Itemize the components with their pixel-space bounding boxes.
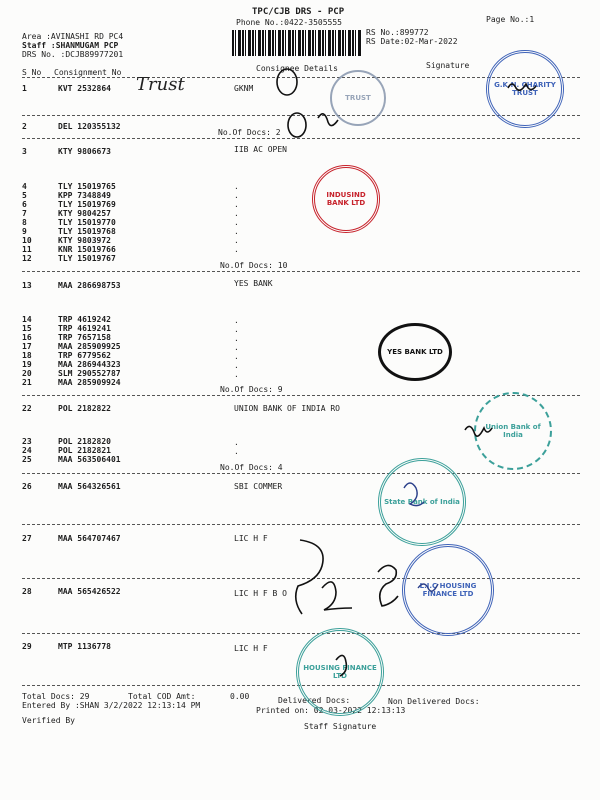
indusind-bank-stamp: INDUSIND BANK LTD [312, 165, 380, 233]
row-detail: SBI COMMER [234, 482, 283, 491]
row-consignment: KVT 2532864 [58, 84, 111, 93]
row-detail: . [234, 227, 239, 236]
row-sno: 5 [22, 191, 27, 200]
row-detail: . [234, 361, 239, 370]
rs-date: RS Date:02-Mar-2022 [366, 37, 458, 46]
row-consignment: POL 2182821 [58, 446, 111, 455]
row-consignment: MAA 564326561 [58, 482, 121, 491]
row-consignment: TRP 7657158 [58, 333, 111, 342]
row-sno: 18 [22, 351, 32, 360]
row-sno: 6 [22, 200, 27, 209]
row-sno: 27 [22, 534, 32, 543]
col-consignee: Consignee Details [256, 64, 338, 73]
row-consignment: TLY 15019765 [58, 182, 116, 191]
row-consignment: TRP 6779562 [58, 351, 111, 360]
row-sno: 3 [22, 147, 27, 156]
row-consignment: DEL 120355132 [58, 122, 121, 131]
row-detail: GKNM [234, 84, 254, 93]
sbi-stamp: State Bank of India [378, 458, 466, 546]
row-detail: . [234, 209, 239, 218]
row-consignment: MAA 564707467 [58, 534, 121, 543]
row-consignment: MTP 1136778 [58, 642, 111, 651]
col-consignment: Consignment No [54, 68, 122, 77]
row-consignment: POL 2182820 [58, 437, 111, 446]
lic-housing-stamp: L.I.C HOUSING FINANCE LTD [402, 544, 494, 636]
row-consignment: MAA 285909925 [58, 342, 121, 351]
row-detail: . [234, 370, 239, 379]
row-sno: 16 [22, 333, 32, 342]
row-detail: . [234, 325, 239, 334]
row-detail: . [234, 438, 239, 447]
row-sno: 11 [22, 245, 32, 254]
staff-label: Staff :SHANMUGAM PCP [22, 41, 119, 50]
handwritten-trust: Trust [136, 74, 185, 95]
row-consignment: TLY 15019768 [58, 227, 116, 236]
col-signature: Signature [426, 61, 470, 70]
lic-housing-stamp-2: HOUSING FINANCE LTD [296, 628, 384, 716]
total-cod-label: Total COD Amt: [128, 692, 196, 701]
row-sno: 28 [22, 587, 32, 596]
staff-signature: Staff Signature [304, 722, 377, 731]
row-sno: 23 [22, 437, 32, 446]
row-sno: 25 [22, 455, 32, 464]
row-consignment: KTY 9804257 [58, 209, 111, 218]
gkn-trust-stamp: G.K.N. CHARITY TRUST [486, 50, 564, 128]
row-consignment: TRP 4619242 [58, 315, 111, 324]
row-detail: IIB AC OPEN [234, 145, 287, 154]
area-label: Area :AVINASHI RD PC4 [22, 32, 124, 41]
row-consignment: MAA 563506401 [58, 455, 121, 464]
row-detail: . [234, 236, 239, 245]
row-sno: 21 [22, 378, 32, 387]
row-sno: 2 [22, 122, 27, 131]
row-detail: . [234, 316, 239, 325]
row-detail: LIC H F B O [234, 589, 287, 598]
verified-by: Verified By [22, 716, 75, 725]
docs-count: No.Of Docs: 2 [218, 128, 281, 137]
row-sno: 9 [22, 227, 27, 236]
row-detail: . [234, 218, 239, 227]
row-sno: 17 [22, 342, 32, 351]
row-consignment: KTY 9803972 [58, 236, 111, 245]
row-sno: 26 [22, 482, 32, 491]
row-detail: LIC H F [234, 644, 268, 653]
row-sno: 29 [22, 642, 32, 651]
row-sno: 10 [22, 236, 32, 245]
row-detail: . [234, 245, 239, 254]
non-delivered-docs: Non Delivered Docs: [388, 697, 480, 706]
row-detail: . [234, 200, 239, 209]
rs-number: RS No.:899772 [366, 28, 429, 37]
drs-number: DRS No. :DCJB89977201 [22, 50, 124, 59]
docs-count: No.Of Docs: 4 [220, 463, 283, 472]
row-sno: 4 [22, 182, 27, 191]
row-detail: UNION BANK OF INDIA RO [234, 404, 340, 413]
entered-by: Entered By :SHAN 3/2/2022 12:13:14 PM [22, 701, 201, 710]
row-consignment: KTY 9806673 [58, 147, 111, 156]
faded-trust-stamp: TRUST [330, 70, 386, 126]
row-consignment: TLY 15019770 [58, 218, 116, 227]
row-sno: 22 [22, 404, 32, 413]
union-bank-stamp: Union Bank of India [474, 392, 552, 470]
row-detail: . [234, 343, 239, 352]
row-consignment: SLM 290552787 [58, 369, 121, 378]
row-consignment: MAA 285909924 [58, 378, 121, 387]
row-sno: 14 [22, 315, 32, 324]
row-sno: 8 [22, 218, 27, 227]
col-sno: S No [22, 68, 42, 77]
row-detail: LIC H F [234, 534, 268, 543]
row-sno: 19 [22, 360, 32, 369]
row-consignment: MAA 286944323 [58, 360, 121, 369]
row-consignment: POL 2182822 [58, 404, 111, 413]
row-consignment: TLY 15019769 [58, 200, 116, 209]
total-cod-value: 0.00 [230, 692, 250, 701]
row-consignment: MAA 286698753 [58, 281, 121, 290]
delivered-docs: Delivered Docs: [278, 696, 351, 705]
row-sno: 24 [22, 446, 32, 455]
row-sno: 13 [22, 281, 32, 290]
row-detail: . [234, 191, 239, 200]
total-docs: Total Docs: 29 [22, 692, 90, 701]
row-sno: 20 [22, 369, 32, 378]
document-title: TPC/CJB DRS - PCP [252, 7, 345, 17]
row-consignment: KPP 7348849 [58, 191, 111, 200]
row-sno: 15 [22, 324, 32, 333]
row-consignment: TLY 15019767 [58, 254, 116, 263]
docs-count: No.Of Docs: 9 [220, 385, 283, 394]
row-sno: 12 [22, 254, 32, 263]
row-consignment: MAA 565426522 [58, 587, 121, 596]
page-number: Page No.:1 [486, 15, 535, 24]
row-consignment: KNR 15019766 [58, 245, 116, 254]
yes-bank-stamp: YES BANK LTD [378, 323, 452, 381]
row-sno: 1 [22, 84, 27, 93]
row-consignment: TRP 4619241 [58, 324, 111, 333]
row-sno: 7 [22, 209, 27, 218]
row-detail: . [234, 352, 239, 361]
row-detail: YES BANK [234, 279, 273, 288]
docs-count: No.Of Docs: 10 [220, 261, 288, 270]
row-detail: . [234, 182, 239, 191]
row-detail: . [234, 334, 239, 343]
printed-on: Printed on: 02-03-2022 12:13:13 [256, 706, 406, 715]
row-detail: . [234, 447, 239, 456]
phone-number: Phone No.:0422-3505555 [236, 18, 342, 27]
